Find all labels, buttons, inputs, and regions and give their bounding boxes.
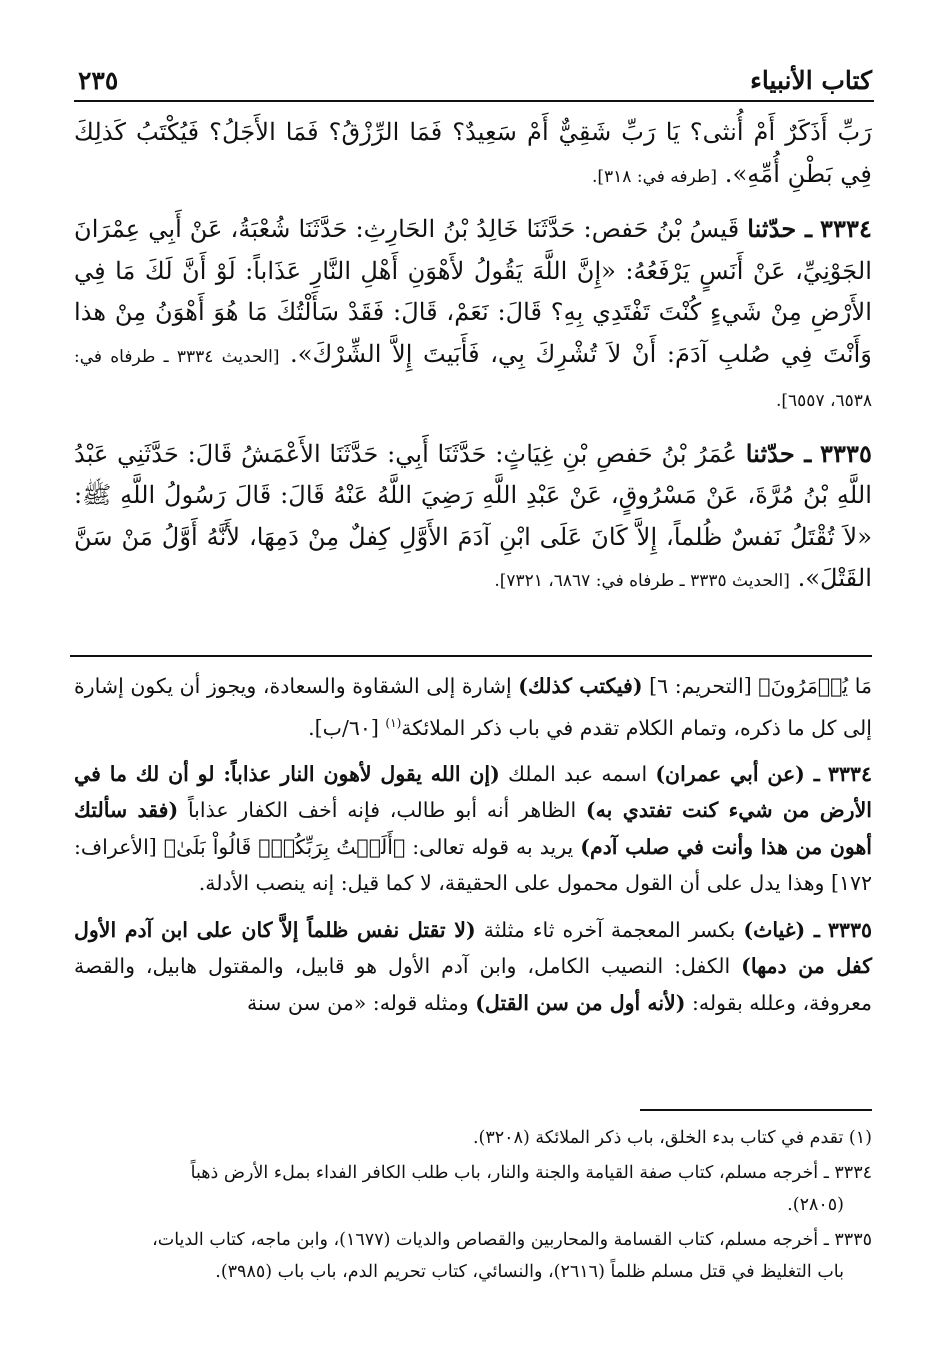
hadith-number: ٣٣٣٥ — [820, 438, 872, 468]
commentary-keyword: (فيكتب كذلك) — [518, 674, 643, 698]
footnote-marker[interactable]: (١) — [385, 715, 402, 730]
footnote-text: ٣٣٣٤ ـ أخرجه مسلم، كتاب صفة القيامة والجنة والنار، باب طلب الكافر الفداء بملء الأرض ذهباً — [190, 1163, 872, 1183]
commentary-segment: الظاهر أنه أبو طالب، فإنه أخف الكفار عذاباً — [187, 798, 577, 823]
commentary-keyword: (إن الله يقول لأهون النار عذاباً: لو أن لك ما في الأرض من شيء كنت تفتدي به) — [74, 761, 872, 823]
footnote-continuation: (٢٨٠٥). — [787, 1195, 844, 1215]
footnote-1: (١) تقدم في كتاب بدء الخلق، باب ذكر الملائكة (٣٢٠٨). — [472, 1128, 872, 1148]
commentary-paragraph-3334 — [74, 756, 872, 902]
hadith-body: عُمَرُ بْنُ حَفصِ بْنِ غِيَاثٍ: حَدَّثَنَا أَبِي: حَدَّثَنَا الأَعْمَشُ قَالَ: حَدَّثَنِي عَبْدُ اللَّهِ بْنُ مُرَّةَ، عَنْ مَسْرُوقٍ، عَنْ عَبْدِ اللَّهِ رَضِيَ اللَّهُ عَنْهُ قَالَ: قَالَ رَسُولُ اللَّهِ ﷺ: «لاَ تُقْتَلُ نَفسٌ ظُلماً، إِلاَّ كَانَ عَلَى ابْنِ آدَمَ الأَوَّلِ كِفلٌ مِنْ دَمِهَا، لأَنَّهُ أَوَّلُ مَنْ سَنَّ القَتْلَ». — [74, 439, 872, 592]
hadith-reference: [الحديث ٣٣٣٥ ـ طرفاه في: ٦٨٦٧، ٧٣٢١]. — [494, 571, 790, 591]
commentary-keyword: (لأنه أول من سن القتل) — [475, 990, 686, 1015]
footnote-3334 — [74, 1157, 872, 1221]
commentary-number: ٣٣٣٥ — [827, 917, 872, 942]
footnote-continuation: باب التغليظ في قتل مسلم ظلماً (٢٦١٦)، والنسائي، كتاب تحريم الدم، باب باب (٣٩٨٥). — [215, 1262, 844, 1282]
hadith-3335 — [74, 433, 872, 603]
commentary-paragraph — [74, 668, 872, 746]
hadith-3334 — [74, 208, 872, 423]
hadith-lead: ـ حدّثنا — [747, 214, 813, 243]
hadith-body: رَبِّ أَذَكَرٌ أَمْ أُنثى؟ يَا رَبِّ شَقِيٌّ أَمْ سَعِيدٌ؟ فَمَا الرِّزْقُ؟ فَمَا الأَجَلُ؟ فَيُكْتَبُ كَذلِكَ فِي بَطْنِ أُمِّهِ». — [74, 118, 872, 188]
footnotes — [74, 1122, 872, 1288]
commentary-segment: يريد به قوله تعالى: ﴿أَلَسۡتُ بِرَبِّكُمۡۖ قَالُواْ بَلَىٰ﴾ [الأعراف: ١٧٢] وهذا يدل على أن القول محمول على الحقيقة، لا كما قيل: إنه ينصب الأدلة. — [74, 834, 872, 896]
hadith-reference: [الحديث ٣٣٣٤ ـ طرفاه في: ٦٥٣٨، ٦٥٥٧]. — [74, 346, 872, 411]
commentary-segment: [٦٠/ب]. — [308, 715, 379, 740]
page-header — [78, 62, 872, 98]
commentary-segment: ومثله قوله: «من سن سنة — [246, 990, 469, 1015]
commentary-divider — [70, 655, 872, 657]
hadith-number: ٣٣٣٤ — [820, 214, 872, 243]
hadith-text — [74, 112, 872, 603]
commentary-segment: بكسر المعجمة آخره ثاء مثلثة — [483, 917, 736, 942]
commentary-segment: مَا يُؤۡمَرُونَ﴾ [التحريم: ٦] — [649, 674, 872, 698]
commentary-keyword: ـ (غياث) — [743, 917, 820, 942]
commentary-segment: اسمه عبد الملك — [508, 761, 648, 786]
hadith-continuation — [74, 112, 872, 198]
footnote-divider — [640, 1109, 872, 1111]
commentary-paragraph-3335 — [74, 912, 872, 1022]
commentary-segment: الكفل: النصيب الكامل، وابن آدم الأول هو قابيل، والمقتول هابيل، والقصة معروفة، وعلله بقوله: — [74, 954, 872, 1015]
commentary-keyword: ـ (عن أبي عمران) — [655, 761, 820, 786]
hadith-lead: ـ حدّثنا — [745, 438, 812, 468]
commentary-segment: إشارة إلى الشقاوة والسعادة، ويجوز أن يكون إشارة إلى كل ما ذكره، وتمام الكلام تقدم في باب ذكر الملائكة — [74, 674, 872, 740]
commentary-number: ٣٣٣٤ — [827, 761, 872, 786]
footnote-3335 — [74, 1224, 872, 1288]
footnote-text: ٣٣٣٥ ـ أخرجه مسلم، كتاب القسامة والمحاربين والقصاص والديات (١٦٧٧)، وابن ماجه، كتاب الديات، — [152, 1230, 872, 1250]
commentary-keyword: (لا تقتل نفس ظلماً إلاَّ كان على ابن آدم الأول كفل من دمها) — [74, 917, 872, 979]
header-divider — [74, 100, 874, 102]
commentary-text — [74, 668, 872, 1021]
commentary-keyword: (فقد سألتك أهون من هذا وأنت في صلب آدم) — [74, 798, 872, 859]
hadith-reference: [طرفه في: ٣١٨]. — [592, 166, 718, 187]
running-title: كتاب الأنبياء — [750, 65, 872, 95]
hadith-body: قَيسُ بْنُ حَفص: حَدَّثَنَا خَالِدُ بْنُ الحَارِثِ: حَدَّثَنَا شُعْبَةُ، عَنْ أَبِي عِمْرَانَ الجَوْنِيِّ، عَنْ أَنَسٍ يَرْفَعُهُ: «إِنَّ اللَّهَ يَقُولُ لأَهْوَنِ أَهْلِ النَّارِ عَذَاباً: لَوْ أَنَّ لَكَ مَا فِي الأَرْضِ مِنْ شَيءٍ كُنْتَ تَفْتَدِي بِهِ؟ قَالَ: نَعَمْ، قَالَ: فَقَدْ سَأَلْتُكَ مَا هُوَ أَهْوَنُ مِنْ هذا وَأَنْتَ فِي صُلبِ آدَمَ: أَنْ لاَ تُشْرِكَ بِي، فَأَبَيتَ إِلاَّ الشِّرْكَ». — [74, 215, 872, 368]
page-number: ٢٣٥ — [78, 65, 119, 95]
